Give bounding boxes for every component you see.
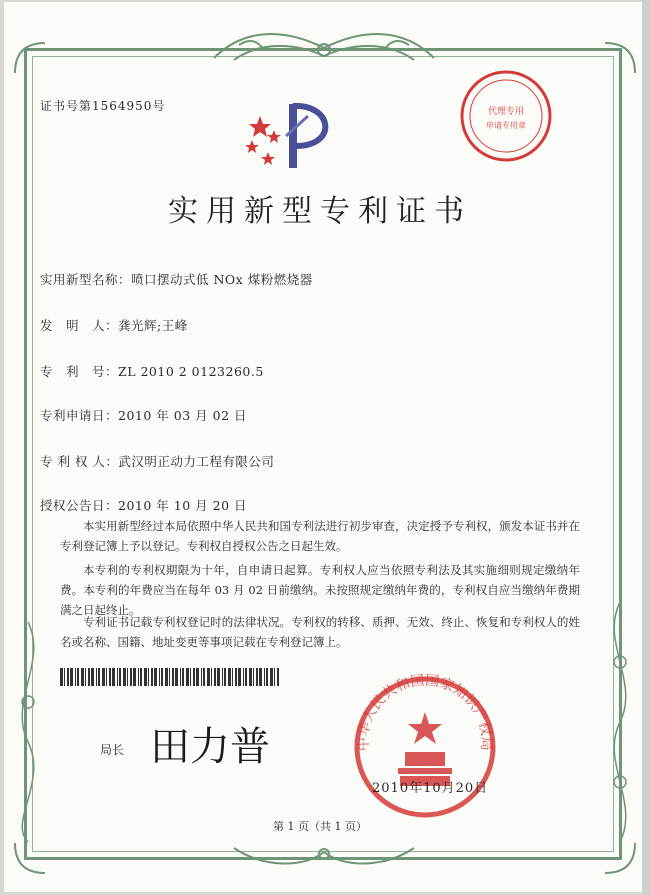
field-label: 专 利 号： [40,364,119,379]
field-label: 专利申请日： [40,408,119,423]
field-inventor [40,316,188,334]
page-title: 实用新型专利证书 [168,194,472,229]
director-label: 局长 [100,743,125,757]
body-paragraph: 本专利的专利权期限为十年，自申请日起算。专利权人应当依照专利法及其实施细则规定缴纳年费。本专利的年费应当在每年 03 月 02 日前缴纳。未按照规定缴纳年费的，专利权自应当缴纳年费期满之日起终止。 [60,563,580,617]
floral-ornament-icon [600,602,640,842]
corner-ornament-icon [10,838,50,878]
sipo-logo-icon [238,96,348,176]
agent-stamp-icon [456,66,556,166]
svg-text:田力普: 田力普 [150,724,270,770]
seal-date: 2010年10月20日 [372,781,489,796]
field-application-date [40,406,247,424]
field-value: 龚光辉;王峰 [118,318,188,333]
field-label: 实用新型名称： [40,272,132,287]
field-grant-date [40,496,247,514]
bottom-ornament-icon [224,840,424,870]
director-signature-icon [150,714,290,774]
certificate-number: 证书号第1564950号 [40,99,166,113]
corner-ornament-icon [600,38,640,78]
svg-text:代理专用: 代理专用 [487,107,525,117]
field-patentee [40,452,274,470]
page-edge [642,0,650,895]
field-name [40,270,313,288]
field-value: 2010 年 10 月 20 日 [118,498,248,513]
field-label: 发 明 人： [40,318,119,333]
field-label: 授权公告日： [40,498,119,513]
field-patent-number [40,362,264,380]
field-value: 武汉明正动力工程有限公司 [118,454,275,469]
field-value: ZL 2010 2 0123260.5 [118,364,264,379]
official-seal-icon [350,672,500,822]
corner-ornament-icon [600,838,640,878]
page-number: 第 1 页（共 1 页） [273,820,367,833]
svg-text:中华人民共和国国家知识产权局: 中华人民共和国国家知识产权局 [355,672,495,752]
top-ornament-icon [204,28,444,68]
corner-ornament-icon [10,38,50,78]
svg-text:申请专用章: 申请专用章 [486,121,526,130]
field-label: 专 利 权 人： [40,454,119,469]
floral-ornament-icon [8,622,48,842]
field-value: 喷口摆动式低 NOx 煤粉燃烧器 [131,272,313,287]
body-paragraph: 专利证书记载专利权登记时的法律状况。专利权的转移、质押、无效、终止、恢复和专利权人的姓名或名称、国籍、地址变更等事项记载在专利登记簿上。 [60,615,580,649]
field-value: 2010 年 03 月 02 日 [118,408,248,423]
barcode-icon [60,668,280,686]
body-paragraph: 本实用新型经过本局依照中华人民共和国专利法进行初步审查，决定授予专利权，颁发本证书并在专利登记簿上予以登记。专利权自授权公告之日起生效。 [60,519,580,553]
